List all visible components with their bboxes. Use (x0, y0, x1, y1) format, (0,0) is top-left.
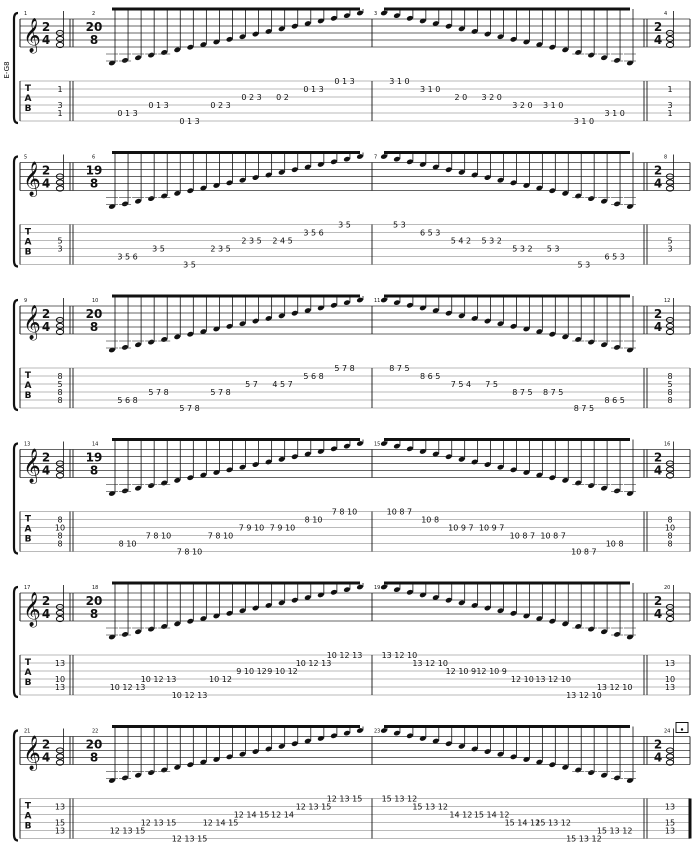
time-sig-bottom: 8 (89, 463, 99, 478)
tab-clef-letter: T (24, 84, 32, 94)
chord-fret-number: 13 (664, 802, 676, 812)
bar-number: 22 (92, 728, 99, 735)
chord-fret-number: 8 (667, 531, 673, 541)
bar-number: 24 (664, 728, 671, 735)
bar-number: 8 (664, 154, 668, 161)
tab-fret-group: 3 5 (152, 244, 165, 254)
tab-fret-group: 2 0 (454, 93, 468, 102)
treble-clef-icon: 𝄞 (23, 161, 41, 197)
bar-number: 21 (24, 728, 31, 735)
tab-clef-letter: B (24, 534, 32, 545)
tab-fret-group: 7 5 (485, 380, 498, 389)
tab-fret-group: 15 14 12 (473, 810, 510, 820)
time-sig-bottom: 4 (653, 320, 663, 334)
tab-fret-group: 10 12 (209, 675, 232, 684)
tab-clef-letter: B (24, 821, 32, 832)
tuning-label: E-G8 (3, 61, 11, 79)
time-sig-top: 20 (85, 594, 103, 608)
chord-fret-number: 3 (667, 244, 673, 254)
time-sig-top: 20 (85, 737, 103, 752)
chord-fret-number: 8 (57, 388, 63, 397)
bar-number: 3 (374, 11, 378, 17)
chord-fret-number: 13 (664, 659, 676, 668)
tab-clef-letter: A (24, 524, 32, 535)
tab-fret-group: 5 7 8 (210, 388, 231, 397)
time-sig-bottom: 8 (89, 320, 99, 334)
chord-fret-number: 13 (54, 826, 66, 836)
chord-fret-number: 3 (57, 101, 63, 110)
tab-fret-group: 15 13 12 (412, 802, 448, 812)
tab-fret-group: 10 9 7 (478, 523, 505, 533)
tab-fret-group: 10 8 (605, 539, 624, 549)
tab-fret-group: 12 13 15 (295, 802, 332, 812)
tab-clef-letter: T (24, 658, 32, 668)
chord-fret-number: 8 (667, 396, 673, 405)
bar-number: 10 (92, 298, 99, 304)
tab-fret-group: 9 10 12 (236, 667, 267, 676)
treble-clef-icon: 𝄞 (23, 305, 41, 340)
chord-note-head (666, 180, 673, 185)
chord-note-head (56, 467, 63, 472)
tab-fret-group: 12 10 (510, 675, 534, 684)
tab-fret-group: 7 9 10 (238, 523, 265, 533)
tab-fret-group: 15 13 12 (596, 826, 633, 836)
tab-fret-group: 12 14 15 (233, 810, 270, 820)
tab-fret-group: 5 7 8 (179, 404, 200, 413)
chord-fret-number: 3 (57, 244, 63, 254)
tab-fret-group: 0 2 3 (241, 93, 262, 102)
tab-fret-group: 5 7 8 (148, 388, 169, 397)
time-sig-bottom: 4 (41, 607, 51, 621)
chord-fret-number: 10 (54, 675, 66, 684)
tab-fret-group: 4 5 7 (272, 380, 293, 389)
tab-fret-group: 13 12 10 (535, 675, 571, 684)
time-sig-top: 2 (653, 594, 663, 608)
chord-fret-number: 8 (57, 372, 63, 381)
system-bracket (14, 587, 18, 697)
chord-note-head (56, 180, 63, 185)
time-sig-top: 2 (41, 20, 51, 34)
tab-fret-group: 7 5 4 (450, 380, 472, 389)
bar-number: 1 (24, 11, 28, 17)
chord-fret-number: 1 (667, 85, 673, 94)
tab-fret-group: 8 6 5 (604, 396, 625, 405)
chord-fret-number: 15 (54, 818, 66, 828)
time-sig-top: 19 (85, 163, 103, 178)
tab-fret-group: 15 13 12 (535, 818, 571, 828)
bar-number: 17 (24, 585, 31, 591)
tab-fret-group: 10 12 13 (171, 691, 208, 700)
tab-fret-group: 6 5 3 (419, 228, 441, 238)
tab-fret-group: 9 10 12 (267, 667, 298, 676)
bar-number: 13 (24, 441, 31, 448)
system-2 (14, 153, 690, 270)
chord-fret-number: 10 (664, 523, 676, 533)
time-sig-bottom: 4 (41, 176, 51, 191)
chord-note-head (666, 754, 673, 759)
treble-clef-icon: 𝄞 (23, 735, 41, 771)
tab-fret-group: 8 7 5 (573, 404, 595, 413)
tab-fret-group: 3 2 0 (512, 101, 533, 110)
chord-fret-number: 1 (57, 109, 63, 118)
fermata-box-icon (676, 723, 688, 733)
chord-fret-number: 1 (667, 109, 673, 118)
chord-note-head (56, 36, 63, 41)
tab-fret-group: 10 12 13 (140, 675, 177, 684)
time-sig-bottom: 4 (41, 320, 51, 334)
system-3 (14, 296, 690, 413)
chord-note-head (666, 467, 673, 472)
tab-clef-letter: A (24, 237, 32, 248)
tab-clef-letter: A (24, 94, 32, 104)
system-6 (14, 723, 690, 844)
tab-clef-letter: T (24, 371, 32, 381)
bar-number: 18 (92, 585, 99, 591)
chord-fret-number: 5 (667, 236, 673, 246)
tab-fret-group: 5 3 2 (481, 236, 502, 246)
time-sig-top: 2 (653, 307, 663, 321)
chord-fret-number: 5 (667, 380, 673, 389)
tab-clef-letter: B (24, 247, 32, 258)
tab-fret-group: 12 13 15 (140, 818, 177, 828)
tab-fret-group: 13 12 10 (596, 683, 633, 692)
tab-fret-group: 3 5 6 (117, 252, 138, 262)
system-bracket (14, 300, 18, 410)
bar-number: 11 (374, 298, 381, 304)
chord-note-head (666, 610, 673, 615)
chord-note-head (666, 323, 673, 328)
tab-fret-group: 5 3 (546, 244, 560, 254)
tab-fret-group: 7 8 10 (331, 507, 358, 517)
tab-fret-group: 10 12 13 (295, 659, 332, 668)
tab-fret-group: 10 8 7 (571, 547, 597, 557)
tab-fret-group: 8 7 5 (512, 388, 533, 397)
tab-fret-group: 12 13 15 (326, 794, 363, 804)
tab-fret-group: 0 1 3 (148, 101, 169, 110)
time-sig-bottom: 4 (653, 33, 663, 47)
tab-fret-group: 8 7 5 (542, 388, 564, 397)
time-sig-top: 20 (85, 307, 103, 321)
tab-fret-group: 2 4 5 (272, 236, 293, 246)
time-sig-bottom: 4 (653, 607, 663, 621)
chord-fret-number: 3 (667, 101, 673, 110)
time-sig-top: 2 (653, 20, 663, 34)
tab-fret-group: 0 1 3 (334, 77, 355, 86)
bar-number: 7 (374, 154, 378, 161)
time-sig-top: 2 (41, 307, 51, 321)
tab-fret-group: 7 9 10 (269, 523, 296, 533)
time-sig-bottom: 4 (653, 750, 663, 765)
chord-fret-number: 8 (57, 515, 63, 525)
tab-fret-group: 10 12 13 (326, 651, 363, 660)
bar-number: 20 (664, 585, 671, 591)
chord-fret-number: 5 (57, 380, 63, 389)
bar-number: 15 (374, 441, 381, 448)
time-sig-bottom: 4 (41, 463, 51, 478)
tab-fret-group: 0 2 (276, 93, 289, 102)
tab-fret-group: 14 12 (449, 810, 473, 820)
chord-fret-number: 13 (54, 802, 66, 812)
tab-fret-group: 3 1 0 (389, 77, 410, 86)
tab-fret-group: 5 3 2 (512, 244, 533, 254)
time-sig-bottom: 8 (89, 176, 99, 191)
time-sig-top: 2 (41, 450, 51, 465)
time-sig-top: 19 (85, 450, 103, 465)
tab-fret-group: 15 13 12 (381, 794, 418, 804)
tab-fret-group: 3 5 (338, 220, 351, 230)
tab-fret-group: 13 12 10 (412, 659, 448, 668)
chord-fret-number: 1 (57, 85, 63, 94)
tab-fret-group: 8 10 (118, 539, 137, 549)
time-sig-top: 2 (653, 450, 663, 465)
chord-fret-number: 15 (664, 818, 676, 828)
time-sig-bottom: 8 (89, 750, 99, 765)
tab-fret-group: 13 12 10 (566, 691, 602, 700)
tab-fret-group: 15 13 12 (566, 834, 602, 844)
tab-fret-group: 2 3 5 (241, 236, 262, 246)
chord-fret-number: 13 (664, 826, 676, 836)
tab-fret-group: 12 13 15 (171, 834, 208, 844)
tab-fret-group: 5 3 (393, 220, 406, 230)
bar-number: 23 (374, 728, 381, 735)
chord-fret-number: 8 (667, 372, 673, 381)
system-bracket (14, 157, 18, 267)
tab-clef-letter: A (24, 668, 32, 678)
time-sig-top: 2 (41, 737, 51, 752)
tab-fret-group: 2 3 5 (210, 244, 231, 254)
time-sig-bottom: 4 (653, 176, 663, 191)
tab-fret-group: 12 10 9 (476, 667, 507, 676)
time-sig-bottom: 4 (653, 463, 663, 478)
system-bracket (14, 731, 18, 841)
tab-fret-group: 12 14 15 (202, 818, 239, 828)
tab-fret-group: 13 12 10 (381, 651, 418, 660)
bar-number: 4 (664, 11, 668, 17)
chord-fret-number: 8 (667, 539, 673, 549)
tab-fret-group: 8 6 5 (419, 372, 441, 381)
bar-number: 19 (374, 585, 381, 591)
tab-fret-group: 7 8 10 (145, 531, 172, 541)
chord-fret-number: 13 (54, 659, 66, 668)
tab-fret-group: 10 8 7 (540, 531, 566, 541)
tab-clef-letter: T (24, 514, 32, 525)
chord-fret-number: 8 (667, 388, 673, 397)
chord-fret-number: 8 (57, 531, 63, 541)
chord-fret-number: 5 (57, 236, 63, 246)
time-sig-bottom: 8 (89, 607, 99, 621)
tab-clef-letter: A (24, 381, 32, 391)
chord-note-head (666, 36, 673, 41)
bar-number: 6 (92, 154, 96, 161)
tab-fret-group: 5 6 8 (303, 372, 324, 381)
tab-clef-letter: T (24, 801, 32, 812)
chord-fret-number: 13 (54, 683, 66, 692)
tab-fret-group: 15 14 12 (504, 818, 541, 828)
tab-fret-group: 5 3 (577, 260, 591, 270)
tab-fret-group: 0 1 3 (303, 85, 324, 94)
chord-fret-number: 10 (664, 675, 676, 684)
tab-clef-letter: B (24, 104, 32, 114)
tab-fret-group: 3 1 0 (573, 117, 595, 126)
tab-fret-group: 5 6 8 (117, 396, 138, 405)
time-sig-top: 2 (41, 594, 51, 608)
bar-number: 2 (92, 11, 96, 17)
system-bracket (14, 13, 18, 123)
tab-fret-group: 5 7 8 (334, 364, 355, 373)
tab-fret-group: 3 1 0 (419, 85, 441, 94)
tab-fret-group: 0 1 3 (179, 117, 200, 126)
tab-fret-group: 0 1 3 (117, 109, 138, 118)
tab-fret-group: 10 8 (421, 515, 440, 525)
tab-fret-group: 10 8 7 (386, 507, 413, 517)
tab-fret-group: 10 8 7 (509, 531, 536, 541)
time-sig-bottom: 4 (41, 33, 51, 47)
tab-fret-group: 12 14 (271, 810, 294, 820)
tab-fret-group: 3 5 (183, 260, 196, 270)
treble-clef-icon: 𝄞 (23, 592, 41, 627)
time-sig-bottom: 4 (41, 750, 51, 765)
time-sig-bottom: 8 (89, 33, 99, 47)
chord-fret-number: 10 (54, 523, 66, 533)
tab-fret-group: 10 9 7 (448, 523, 474, 533)
tab-fret-group: 5 7 (245, 380, 258, 389)
tab-fret-group: 10 12 13 (109, 683, 146, 692)
bar-number: 16 (664, 441, 671, 448)
tab-fret-group: 12 10 9 (445, 667, 477, 676)
chord-note-head (56, 323, 63, 328)
system-1 (14, 9, 690, 126)
tab-fret-group: 3 5 6 (303, 228, 324, 238)
treble-clef-icon: 𝄞 (23, 18, 41, 53)
tab-fret-group: 7 8 10 (176, 547, 203, 557)
system-4 (14, 440, 690, 557)
tab-fret-group: 0 2 3 (210, 101, 231, 110)
tab-fret-group: 6 5 3 (604, 252, 625, 262)
chord-note-head (56, 754, 63, 759)
system-5 (14, 583, 690, 700)
tab-fret-group: 8 7 5 (389, 364, 410, 373)
tab-clef-letter: B (24, 678, 32, 688)
time-sig-top: 2 (653, 737, 663, 752)
tab-clef-letter: A (24, 811, 32, 822)
tab-clef-letter: B (24, 391, 32, 401)
tab-fret-group: 8 10 (304, 515, 323, 525)
tab-fret-group: 3 1 0 (542, 101, 564, 110)
bar-number: 14 (92, 441, 99, 448)
chord-note-head (56, 610, 63, 615)
tab-fret-group: 12 13 15 (109, 826, 146, 836)
bar-number: 5 (24, 154, 28, 161)
chord-fret-number: 13 (664, 683, 676, 692)
time-sig-top: 2 (41, 163, 51, 178)
tab-clef-letter: T (24, 227, 32, 238)
treble-clef-icon: 𝄞 (23, 448, 41, 484)
time-sig-top: 2 (653, 163, 663, 178)
tab-fret-group: 3 1 0 (604, 109, 625, 118)
time-sig-top: 20 (85, 20, 103, 34)
chord-fret-number: 8 (57, 396, 63, 405)
tab-fret-group: 3 2 0 (481, 93, 502, 102)
bar-number: 9 (24, 298, 28, 304)
chord-fret-number: 8 (667, 515, 673, 525)
chord-fret-number: 8 (57, 539, 63, 549)
tab-fret-group: 5 4 2 (450, 236, 472, 246)
fermata-dot-icon (681, 728, 683, 730)
system-bracket (14, 444, 18, 554)
bar-number: 12 (664, 298, 671, 304)
tab-fret-group: 7 8 10 (207, 531, 234, 541)
